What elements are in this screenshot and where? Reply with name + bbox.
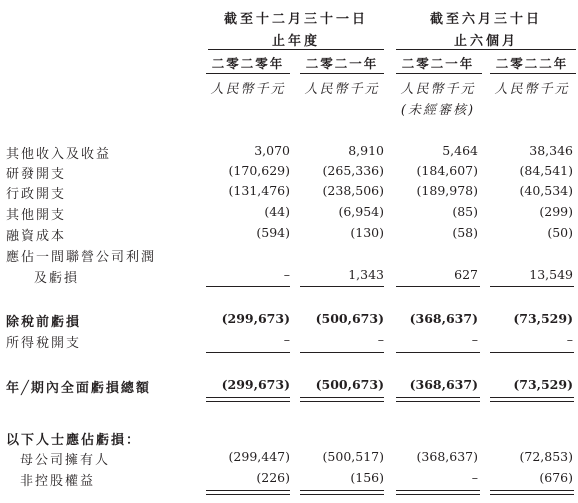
value-cell: (676) bbox=[539, 470, 573, 485]
header-group2-rule bbox=[396, 49, 576, 50]
bottom-double-rule bbox=[206, 494, 290, 495]
total-double-rule bbox=[490, 397, 574, 398]
value-cell: (44) bbox=[264, 204, 290, 219]
value-cell: (238,506) bbox=[322, 183, 384, 198]
total-double-rule bbox=[300, 401, 384, 402]
row-label-associate-share-cont: 及虧損 bbox=[34, 271, 80, 286]
column-unit-4: 人民幣千元 bbox=[494, 82, 570, 97]
header-group1-line2: 止年度 bbox=[271, 34, 320, 49]
value-cell: (500,673) bbox=[315, 311, 384, 326]
row-label-income-tax: 所得稅開支 bbox=[6, 336, 82, 351]
value-cell: (84,541) bbox=[519, 163, 573, 178]
value-cell: (368,637) bbox=[409, 311, 478, 326]
value-cell: (299,673) bbox=[221, 377, 290, 392]
bottom-double-rule bbox=[300, 494, 384, 495]
value-cell: (594) bbox=[256, 225, 290, 240]
total-double-rule bbox=[206, 397, 290, 398]
row-label-other-expenses: 其他開支 bbox=[6, 208, 67, 223]
value-cell: (85) bbox=[452, 204, 478, 219]
value-cell: – bbox=[471, 332, 478, 347]
column-unit-2: 人民幣千元 bbox=[304, 82, 380, 97]
value-cell: 8,910 bbox=[348, 143, 384, 158]
value-cell: (73,529) bbox=[513, 377, 573, 392]
value-cell: (131,476) bbox=[228, 183, 290, 198]
value-cell: (299,673) bbox=[221, 311, 290, 326]
value-cell: (299,447) bbox=[228, 449, 290, 464]
header-group2-line1: 截至六月三十日 bbox=[429, 12, 542, 27]
subtotal-rule bbox=[490, 352, 574, 353]
bottom-double-rule bbox=[206, 490, 290, 491]
value-cell: (265,336) bbox=[322, 163, 384, 178]
row-label-loss-attributable: 以下人士應佔虧損： bbox=[6, 433, 142, 448]
column-rule-4 bbox=[490, 73, 576, 74]
header-group1-rule bbox=[208, 49, 384, 50]
bottom-double-rule bbox=[490, 494, 574, 495]
total-double-rule bbox=[206, 401, 290, 402]
value-cell: (226) bbox=[256, 470, 290, 485]
value-cell: (368,637) bbox=[416, 449, 478, 464]
value-cell: (6,954) bbox=[338, 204, 384, 219]
column-rule-1 bbox=[206, 73, 290, 74]
value-cell: (500,517) bbox=[322, 449, 384, 464]
value-cell: – bbox=[283, 267, 290, 282]
subtotal-rule bbox=[206, 352, 290, 353]
subtotal-rule bbox=[396, 352, 480, 353]
bottom-double-rule bbox=[490, 490, 574, 491]
total-double-rule bbox=[396, 401, 480, 402]
column-year-4: 二零二二年 bbox=[495, 56, 569, 71]
value-cell: (50) bbox=[547, 225, 573, 240]
value-cell: (58) bbox=[452, 225, 478, 240]
subtotal-rule bbox=[490, 286, 574, 287]
value-cell: – bbox=[377, 332, 384, 347]
column-note-unaudited: (未經審核) bbox=[400, 103, 476, 118]
header-group1-line1: 截至十二月三十一日 bbox=[223, 12, 368, 27]
column-unit-3: 人民幣千元 bbox=[400, 82, 476, 97]
row-label-non-controlling: 非控股權益 bbox=[20, 474, 96, 489]
value-cell: 1,343 bbox=[348, 267, 384, 282]
value-cell: – bbox=[471, 470, 478, 485]
column-year-3: 二零二一年 bbox=[401, 56, 475, 71]
bottom-double-rule bbox=[396, 494, 480, 495]
value-cell: (170,629) bbox=[228, 163, 290, 178]
total-double-rule bbox=[300, 397, 384, 398]
value-cell: (130) bbox=[350, 225, 384, 240]
row-label-finance-costs: 融資成本 bbox=[6, 229, 67, 244]
total-double-rule bbox=[490, 401, 574, 402]
total-double-rule bbox=[396, 397, 480, 398]
row-label-admin-expenses: 行政開支 bbox=[6, 187, 67, 202]
row-label-total-comprehensive-loss: 年╱期內全面虧損總額 bbox=[6, 381, 151, 396]
value-cell: (184,607) bbox=[416, 163, 478, 178]
value-cell: (299) bbox=[539, 204, 573, 219]
value-cell: (72,853) bbox=[519, 449, 573, 464]
row-label-owners-of-parent: 母公司擁有人 bbox=[20, 453, 111, 468]
value-cell: (368,637) bbox=[409, 377, 478, 392]
value-cell: 627 bbox=[454, 267, 478, 282]
column-year-1: 二零二零年 bbox=[211, 56, 285, 71]
row-label-rd-expenses: 研發開支 bbox=[6, 167, 67, 182]
value-cell: (500,673) bbox=[315, 377, 384, 392]
value-cell: 13,549 bbox=[529, 267, 573, 282]
bottom-double-rule bbox=[396, 490, 480, 491]
value-cell: 3,070 bbox=[254, 143, 290, 158]
row-label-other-income: 其他收入及收益 bbox=[6, 147, 112, 162]
value-cell: – bbox=[566, 332, 573, 347]
value-cell: – bbox=[283, 332, 290, 347]
row-label-associate-share: 應佔一間聯營公司利潤 bbox=[6, 250, 157, 265]
value-cell: (156) bbox=[350, 470, 384, 485]
value-cell: 5,464 bbox=[442, 143, 478, 158]
subtotal-rule bbox=[396, 286, 480, 287]
value-cell: (40,534) bbox=[519, 183, 573, 198]
subtotal-rule bbox=[300, 352, 384, 353]
column-rule-3 bbox=[396, 73, 482, 74]
row-label-loss-before-tax: 除稅前虧損 bbox=[6, 315, 82, 330]
subtotal-rule bbox=[206, 286, 290, 287]
value-cell: 38,346 bbox=[529, 143, 573, 158]
value-cell: (189,978) bbox=[416, 183, 478, 198]
column-unit-1: 人民幣千元 bbox=[210, 82, 286, 97]
bottom-double-rule bbox=[300, 490, 384, 491]
header-group2-line2: 止六個月 bbox=[453, 34, 518, 49]
value-cell: (73,529) bbox=[513, 311, 573, 326]
column-rule-2 bbox=[300, 73, 384, 74]
subtotal-rule bbox=[300, 286, 384, 287]
column-year-2: 二零二一年 bbox=[305, 56, 379, 71]
